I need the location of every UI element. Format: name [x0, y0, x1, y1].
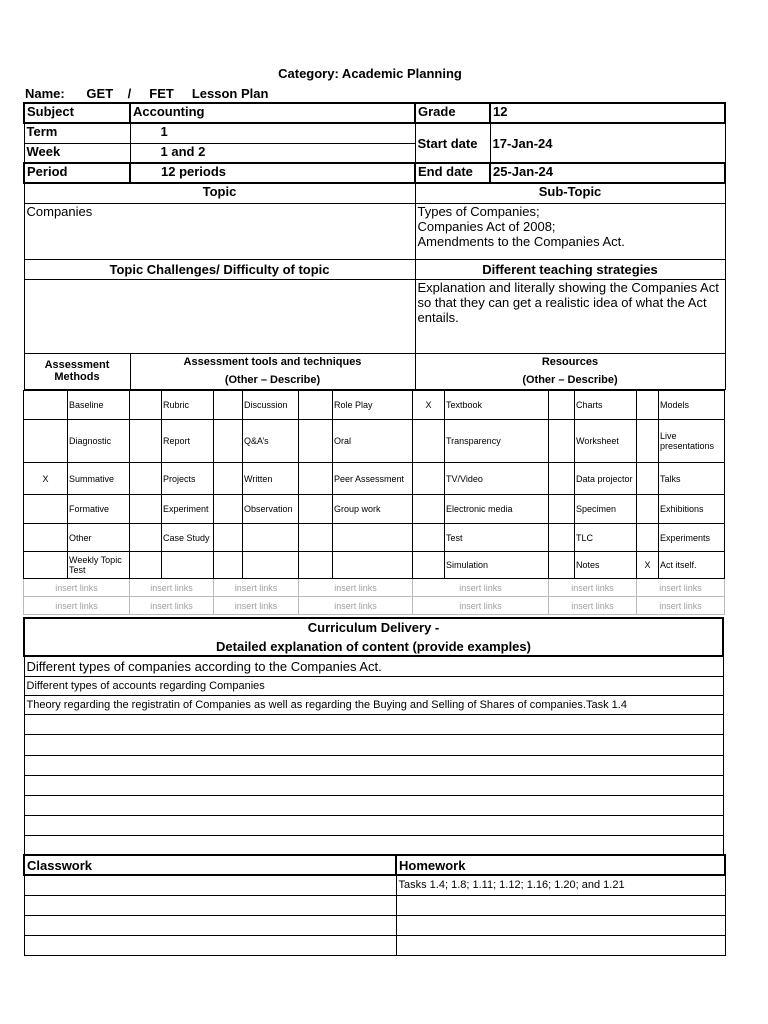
- checkbox-cell[interactable]: [24, 524, 68, 552]
- option-label: Oral: [333, 420, 413, 463]
- checkbox-cell[interactable]: [549, 420, 575, 463]
- option-label: [243, 524, 299, 552]
- option-label: Written: [243, 463, 299, 495]
- period-value: 12 periods: [130, 163, 415, 183]
- insert-links[interactable]: insert links: [214, 579, 299, 597]
- subtopic-line: Companies Act of 2008;: [417, 218, 556, 234]
- insert-links[interactable]: insert links: [24, 579, 130, 597]
- checkbox-cell[interactable]: [130, 391, 162, 420]
- classwork-line: [24, 915, 396, 935]
- checkbox-cell[interactable]: [214, 463, 243, 495]
- classwork-line: [24, 935, 396, 955]
- assessment-grid: [23, 390, 725, 615]
- checkbox-cell[interactable]: [637, 391, 659, 420]
- insert-links[interactable]: insert links: [549, 597, 637, 615]
- option-label: Test: [445, 524, 549, 552]
- assessment-row: [24, 463, 725, 495]
- option-label: Other: [68, 524, 130, 552]
- checkbox-cell[interactable]: [214, 420, 243, 463]
- curriculum-title: Curriculum Delivery -: [307, 620, 440, 635]
- option-label: Diagnostic: [68, 420, 130, 463]
- insert-links[interactable]: insert links: [130, 579, 214, 597]
- insert-links[interactable]: insert links: [413, 597, 549, 615]
- grade-label: Grade: [415, 103, 490, 123]
- checkbox-cell[interactable]: [413, 495, 445, 524]
- subtopic-line: Types of Companies;: [417, 203, 540, 219]
- subtopic-header: Sub-Topic: [415, 183, 725, 203]
- term-value: 1: [130, 123, 415, 143]
- topic-header: Topic: [24, 183, 415, 203]
- homework-line: [396, 915, 725, 935]
- checkbox-cell[interactable]: [130, 495, 162, 524]
- option-label: Notes: [575, 552, 637, 579]
- challenges-header: Topic Challenges/ Difficulty of topic: [24, 259, 415, 279]
- option-label: Simulation: [445, 552, 549, 579]
- curriculum-line: [24, 795, 723, 815]
- curriculum-line: [24, 775, 723, 795]
- checkbox-cell[interactable]: [413, 524, 445, 552]
- insert-links[interactable]: insert links: [299, 597, 413, 615]
- option-label: Act itself.: [659, 552, 725, 579]
- checkbox-cell[interactable]: [24, 391, 68, 420]
- grade-value: 12: [490, 103, 725, 123]
- option-label: Projects: [162, 463, 214, 495]
- homework-line: Tasks 1.4; 1.8; 1.11; 1.12; 1.16; 1.20; and 1.21: [396, 875, 725, 895]
- option-label: Worksheet: [575, 420, 637, 463]
- topic-value: Companies: [24, 203, 415, 259]
- resources-sub: (Other – Describe): [522, 374, 618, 386]
- checkbox-cell[interactable]: [549, 391, 575, 420]
- checkbox-cell[interactable]: [637, 524, 659, 552]
- option-label: Baseline: [68, 391, 130, 420]
- classwork-label: Classwork: [24, 855, 396, 875]
- option-label: Report: [162, 420, 214, 463]
- option-label: [333, 524, 413, 552]
- option-label: Exhibitions: [659, 495, 725, 524]
- checkbox-cell[interactable]: [130, 524, 162, 552]
- checkbox-cell[interactable]: [214, 391, 243, 420]
- checkbox-cell[interactable]: [549, 552, 575, 579]
- end-date-value: 25-Jan-24: [490, 163, 725, 183]
- classwork-line: [24, 895, 396, 915]
- option-label: Transparency: [445, 420, 549, 463]
- term-label: Term: [24, 123, 130, 143]
- curriculum-line: [24, 734, 723, 755]
- checkbox-cell[interactable]: [24, 552, 68, 579]
- subject-label: Subject: [24, 103, 130, 123]
- resources-header: [415, 353, 725, 389]
- subtopic-value: [415, 203, 725, 259]
- insert-links[interactable]: insert links: [549, 579, 637, 597]
- option-label: Live presentations: [659, 420, 725, 463]
- insert-links[interactable]: insert links: [130, 597, 214, 615]
- option-label: TLC: [575, 524, 637, 552]
- checkbox-cell[interactable]: [130, 463, 162, 495]
- week-label: Week: [24, 143, 130, 163]
- work-table: [23, 854, 726, 956]
- assessment-tools-header: [130, 353, 415, 389]
- option-label: Group work: [333, 495, 413, 524]
- checkbox-cell[interactable]: X: [24, 463, 68, 495]
- tools-sub: (Other – Describe): [224, 374, 321, 386]
- option-label: Role Play: [333, 391, 413, 420]
- checkbox-cell[interactable]: [413, 552, 445, 579]
- strategies-value: Explanation and literally showing the Companies Act so that they can get a realistic idea of what the Act entails.: [415, 279, 725, 353]
- option-label: Talks: [659, 463, 725, 495]
- checkbox-cell[interactable]: [214, 524, 243, 552]
- insert-links[interactable]: insert links: [413, 579, 549, 597]
- homework-line: [396, 895, 725, 915]
- option-label: Experiment: [162, 495, 214, 524]
- name-line: Name: GET / FET Lesson Plan: [25, 86, 269, 101]
- option-label: Models: [659, 391, 725, 420]
- checkbox-cell[interactable]: [549, 495, 575, 524]
- insert-links[interactable]: insert links: [214, 597, 299, 615]
- tools-title: Assessment tools and techniques: [183, 356, 362, 368]
- option-label: Data projector: [575, 463, 637, 495]
- assessment-row: [24, 524, 725, 552]
- checkbox-cell[interactable]: [637, 495, 659, 524]
- curriculum-line: Theory regarding the registratin of Companies as well as regarding the Buying and Selling of Shares of companies.Task 1.4: [24, 695, 723, 714]
- end-date-label: End date: [415, 163, 490, 183]
- assessment-row: [24, 391, 725, 420]
- option-label: Q&A’s: [243, 420, 299, 463]
- checkbox-cell[interactable]: X: [413, 391, 445, 420]
- option-label: Electronic media: [445, 495, 549, 524]
- lesson-info-table: [23, 102, 726, 390]
- option-label: [333, 552, 413, 579]
- period-label: Period: [24, 163, 130, 183]
- insert-links[interactable]: insert links: [24, 597, 130, 615]
- option-label: [243, 552, 299, 579]
- curriculum-line: [24, 714, 723, 734]
- curriculum-line: Different types of companies according to the Companies Act.: [24, 656, 723, 676]
- checkbox-cell[interactable]: [299, 391, 333, 420]
- checkbox-cell[interactable]: [214, 495, 243, 524]
- option-label: TV/Video: [445, 463, 549, 495]
- option-label: Case Study: [162, 524, 214, 552]
- option-label: Experiments: [659, 524, 725, 552]
- option-label: Discussion: [243, 391, 299, 420]
- homework-label: Homework: [396, 855, 725, 875]
- option-label: Charts: [575, 391, 637, 420]
- week-value: 1 and 2: [130, 143, 415, 163]
- checkbox-cell[interactable]: [130, 552, 162, 579]
- checkbox-cell[interactable]: [299, 524, 333, 552]
- page-title: Category: Academic Planning: [278, 66, 462, 81]
- assessment-row: [24, 420, 725, 463]
- subtopic-line: Amendments to the Companies Act.: [417, 233, 625, 249]
- insert-links[interactable]: insert links: [299, 579, 413, 597]
- curriculum-subtitle: Detailed explanation of content (provide examples): [216, 639, 531, 654]
- option-label: Peer Assessment: [333, 463, 413, 495]
- assessment-row: [24, 552, 725, 579]
- resources-title: Resources: [541, 356, 599, 368]
- checkbox-cell[interactable]: [299, 420, 333, 463]
- checkbox-cell[interactable]: [299, 552, 333, 579]
- option-label: Specimen: [575, 495, 637, 524]
- option-label: [162, 552, 214, 579]
- checkbox-cell[interactable]: [413, 420, 445, 463]
- checkbox-cell[interactable]: [549, 463, 575, 495]
- option-label: Observation: [243, 495, 299, 524]
- challenges-value: [24, 279, 415, 353]
- option-label: Rubric: [162, 391, 214, 420]
- checkbox-cell[interactable]: [413, 463, 445, 495]
- strategies-header: Different teaching strategies: [415, 259, 725, 279]
- curriculum-line: [24, 835, 723, 855]
- curriculum-line: [24, 755, 723, 775]
- checkbox-cell[interactable]: [130, 420, 162, 463]
- checkbox-cell[interactable]: X: [637, 552, 659, 579]
- assessment-methods-header: Assessment Methods: [24, 353, 130, 389]
- checkbox-cell[interactable]: [214, 552, 243, 579]
- classwork-line: [24, 875, 396, 895]
- checkbox-cell[interactable]: [549, 524, 575, 552]
- checkbox-cell[interactable]: [24, 420, 68, 463]
- checkbox-cell[interactable]: [299, 495, 333, 524]
- checkbox-cell[interactable]: [637, 420, 659, 463]
- start-date-value: 17-Jan-24: [490, 123, 725, 163]
- option-label: Formative: [68, 495, 130, 524]
- checkbox-cell[interactable]: [637, 463, 659, 495]
- subject-value: Accounting: [130, 103, 415, 123]
- homework-line: [396, 935, 725, 955]
- curriculum-header: [24, 618, 723, 656]
- option-label: Summative: [68, 463, 130, 495]
- curriculum-line: [24, 815, 723, 835]
- start-date-label: Start date: [415, 123, 490, 163]
- option-label: Textbook: [445, 391, 549, 420]
- assessment-row: [24, 495, 725, 524]
- option-label: Weekly Topic Test: [68, 552, 130, 579]
- curriculum-table: [23, 617, 724, 856]
- checkbox-cell[interactable]: [24, 495, 68, 524]
- insert-links[interactable]: insert links: [637, 597, 725, 615]
- insert-links[interactable]: insert links: [637, 579, 725, 597]
- checkbox-cell[interactable]: [299, 463, 333, 495]
- curriculum-line: Different types of accounts regarding Companies: [24, 676, 723, 695]
